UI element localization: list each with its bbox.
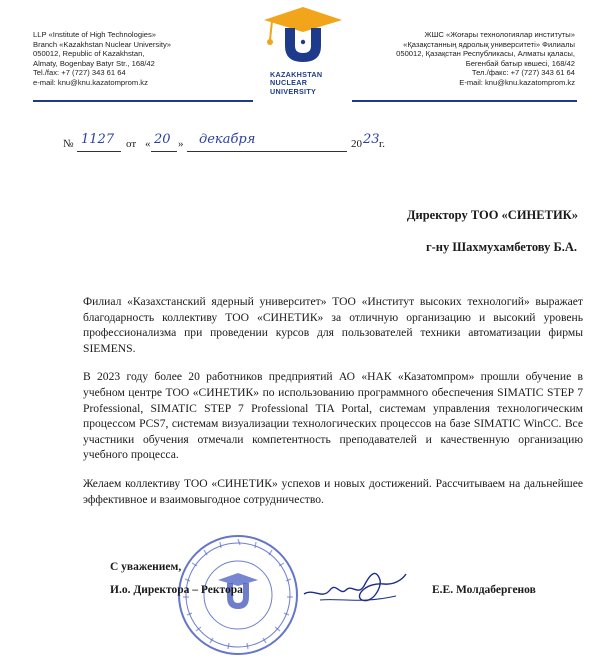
logo-line: UNIVERSITY [270, 86, 317, 96]
body-paragraph: В 2023 году более 20 работников предприятий АО «НАК «Казатомпром» прошли обучение в учебном центре ТОО «СИНЕТИК» по использованию программного обеспечения SIMATIC STEP 7 Professional, SIMATIC STEP 7 Professional TIA Portal, системам управления технологическим процессом PCS7, системам визуализации технологических процессов на базе SIMATIC WinCC. Все участники обучения отмечали компетентность преподавателей и качественную организацию учебного процесса. [83, 370, 583, 462]
letter-year: 23 [363, 132, 380, 147]
address-line: LLP «Institute of High Technologies» [33, 30, 156, 39]
from-label: от [126, 138, 137, 150]
university-logo [258, 4, 348, 104]
address-line: Бегенбай батыр көшесі, 168/42 [465, 58, 575, 68]
letterhead-rule-left [33, 100, 253, 102]
year-suffix: г. [379, 138, 386, 150]
addressee-line-2: г-ну Шахмухамбетову Б.А. [425, 240, 577, 254]
letter-day: 20 [154, 132, 171, 147]
letterhead-kazakh-address [396, 30, 575, 88]
closing-salutation: С уважением, [110, 561, 182, 573]
address-line: ЖШС «Жоғары технологиялар институты» [424, 30, 575, 39]
address-line: Тел./факс: +7 (727) 343 61 64 [471, 68, 575, 78]
letterhead-rule-right [352, 100, 577, 102]
logo-line: NUCLEAR [270, 78, 308, 88]
handwritten-signature [300, 560, 410, 620]
addressee-line-1: Директору ТОО «СИНЕТИК» [406, 208, 578, 222]
body-paragraph: Желаем коллективу ТОО «СИНЕТИК» успехов и новых достижений. Рассчитываем на дальнейшее эффективное и взаимовыгодное сотрудничество. [83, 476, 583, 506]
year-prefix: 20 [351, 138, 362, 150]
address-line: 050012, Republic of Kazakhstan, [33, 49, 145, 59]
signatory-title: И.о. Директора – Ректора [110, 584, 243, 596]
address-line: E-mail: knu@knu.kazatomprom.kz [459, 77, 575, 87]
body-paragraph: Филиал «Казахстанский ядерный университет» ТОО «Институт высоких технологий» выражает благодарность коллективу ТОО «СИНЕТИК» за отличную организацию и высокий уровень профессионализма при проведении курсов для пользователей техники автоматизации фирмы SIEMENS. [83, 295, 583, 355]
letter-number: 1127 [81, 132, 115, 147]
address-line: Almaty, Bogenbay Batyr Str., 168/42 [33, 58, 155, 68]
address-line: Branch «Kazakhstan Nuclear University» [33, 39, 172, 49]
number-label: № [63, 138, 74, 150]
address-line: Tel./fax: +7 (727) 343 61 64 [33, 68, 126, 78]
address-line: e-mail: knu@knu.kazatomprom.kz [33, 77, 148, 87]
signatory-name: Е.Е. Молдабергенов [432, 584, 536, 596]
letter-body [83, 294, 583, 520]
address-line: «Қазақстанның ядролық университеті» Филиалы [403, 39, 575, 49]
letterhead-english-address [33, 30, 171, 88]
reference-line: № 1127 от « 20 » декабря 20 23 г. [63, 132, 386, 150]
address-line: 050012, Қазақстан Республикасы, Алматы қаласы, [396, 49, 575, 59]
logo-line: KAZAKHSTAN [270, 70, 323, 79]
graduation-cap-u-icon [258, 4, 348, 66]
letter-month: декабря [199, 132, 256, 147]
